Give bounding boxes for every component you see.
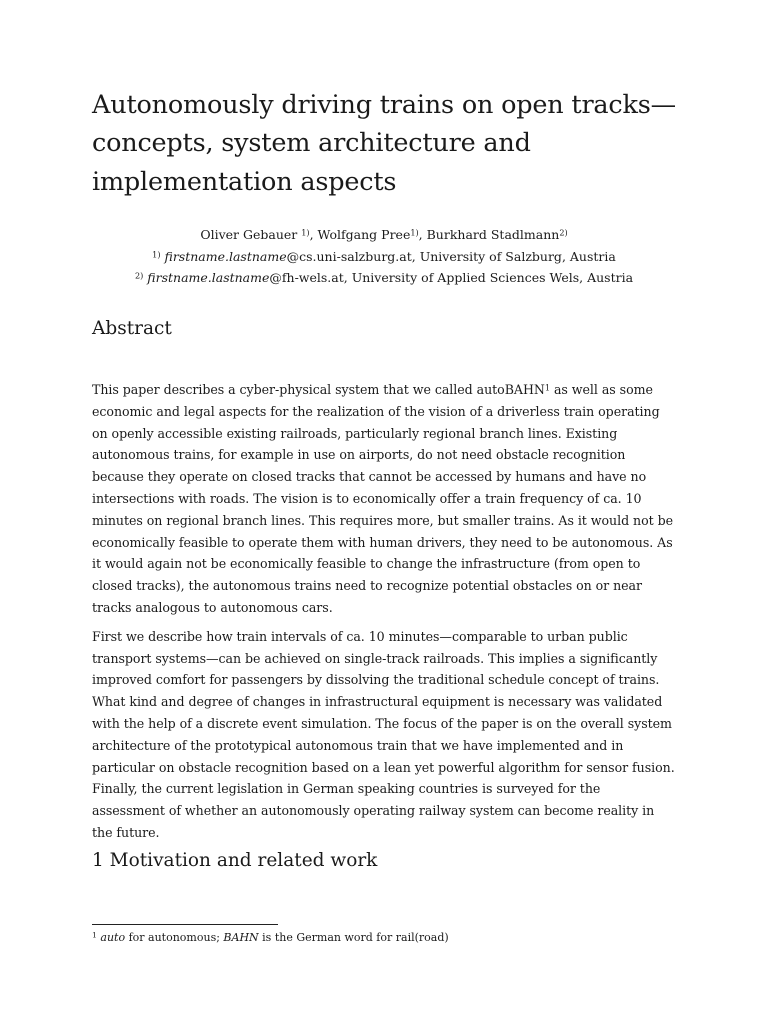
section-1-heading: 1 Motivation and related work (92, 850, 378, 871)
footnote-ref: 1 (544, 382, 551, 393)
footnote-divider (92, 924, 278, 925)
abstract-paragraph-1: This paper describes a cyber-physical system that we called autoBAHN$^1$ as well as some economic and legal aspects for the realization of the vision of a driverless train operating on openly accessible existing railroads, particularly regional branch lines. Existing autonomous trains, for example in use on airports, do not need obstacle recognition because they operate on closed tracks that cannot be accessed by humans and have no intersections with roads. The vision is to economically offer a train frequency of ca. 10 minutes on regional branch lines. This requires more, but smaller trains. As it would not be economically feasible to operate them with human drivers, they need to be autonomous. As it would again not be economically feasible to change the infrastructure (from open to closed tracks), the autonomous trains need to recognize potential obstacles on or near tracks analogous to autonomous cars. (92, 382, 674, 615)
abstract-heading: Abstract (92, 318, 172, 339)
abstract-body (92, 379, 676, 851)
paper-title: Autonomously driving trains on open tracks—concepts, system architecture and implementation aspects (92, 90, 676, 197)
author-line: Oliver Gebauer $^{1)}$, Wolfgang Pree$^{1)}$, Burkhard Stadlmann$^{2)}$ (200, 227, 568, 242)
author-block (92, 224, 676, 289)
footnote-1: $^1$ auto for autonomous; BAHN is the German word for rail(road) (92, 930, 449, 944)
affiliation-2: $^{2)}$ firstname.lastname@fh-wels.at, University of Applied Sciences Wels, Austria (134, 270, 634, 285)
abstract-paragraph-2: First we describe how train intervals of ca. 10 minutes—comparable to urban public transport systems—can be achieved on single-track railroads. This implies a significantly improved comfort for passengers by dissolving the traditional schedule concept of trains. What kind and degree of changes in infrastructural equipment is necessary was validated with the help of a discrete event simulation. The focus of the paper is on the overall system architecture of the prototypical autonomous train that we have implemented and in particular on obstacle recognition based on a lean yet powerful algorithm for sensor fusion. Finally, the current legislation in German speaking countries is surveyed for the assessment of whether an autonomously operating railway system can become reality in the future. (92, 628, 675, 840)
affiliation-1: $^{1)}$ firstname.lastname@cs.uni-salzburg.at, University of Salzburg, Austria (152, 248, 616, 264)
